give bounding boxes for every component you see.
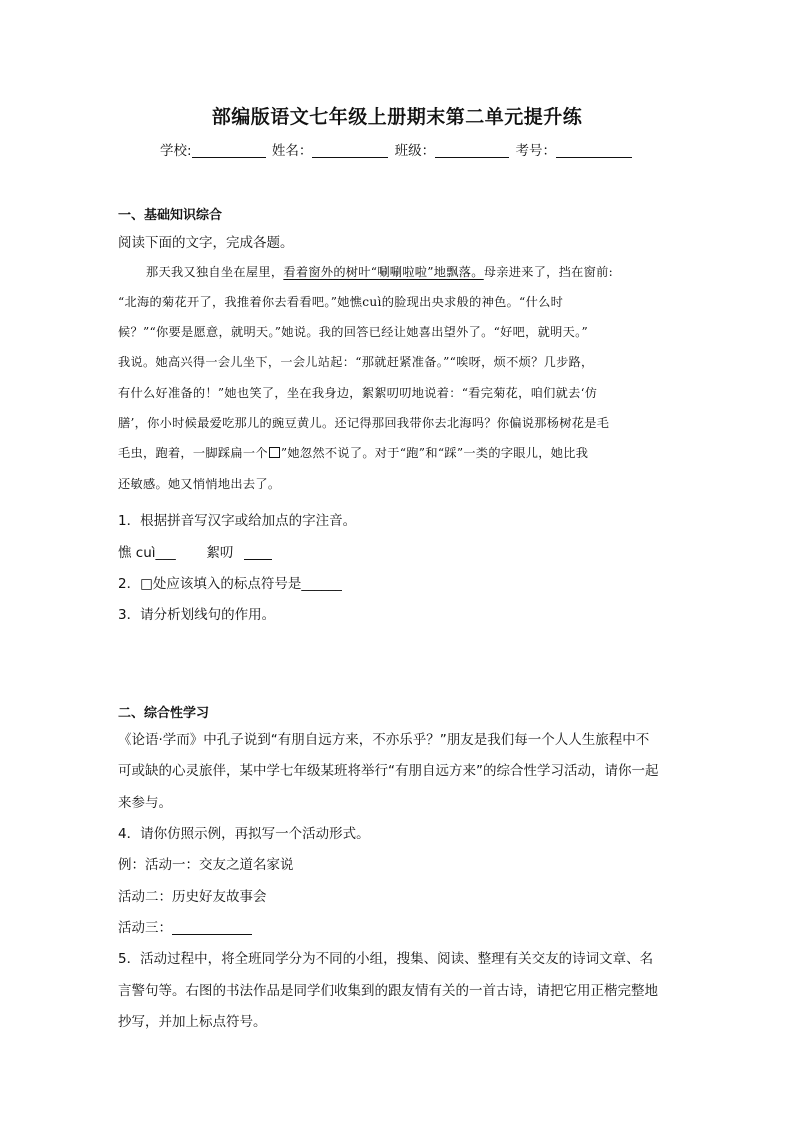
question-5-line-1: 5．活动过程中，将全班同学分为不同的小组，搜集、阅读、整理有关交友的诗词文章、名 [118,951,654,967]
name-blank[interactable] [312,143,388,158]
question-1-item-b: 絮叨 [206,545,234,561]
school-label: 学校: [160,143,192,159]
punctuation-blank-box [269,447,280,458]
question-1-item-a: 憔 cuì___ [118,545,176,561]
passage-line-7-start: 毛虫，跑着，一脚踩扁一个 [118,446,268,460]
question-5-line-2: 言警句等。右图的书法作品是同学们收集到的跟友情有关的一首古诗，请把它用正楷完整地 [118,983,658,999]
question-3: 3．请分析划线句的作用。 [118,607,276,623]
section2-intro-line-2: 可或缺的心灵旅伴，某中学七年级某班将举行“有朋自远方来”的综合性学习活动，请你一起 [118,763,659,779]
underlined-sentence: 看着窗外的树叶“唰唰啦啦”地飘落。 [283,265,484,279]
activity-three-blank[interactable] [172,920,252,935]
class-label: 班级： [394,143,436,159]
section2-intro-line-3: 来参与。 [118,795,172,811]
passage-line-3: 候？”“你要是愿意，就明天。”她说。我的回答已经让她喜出望外了。“好吧，就明天。” [118,325,589,339]
passage-line-1-end: 母亲进来了，挡在窗前: [483,265,614,279]
activity-three-label: 活动三： [118,920,172,936]
passage-line-7 [118,444,588,461]
class-blank[interactable] [435,143,509,158]
activity-three [118,916,252,936]
student-info-line [0,139,794,159]
exam-number-blank[interactable] [556,143,632,158]
question-1-items [118,541,272,561]
passage-line-5: 有什么好准备的！”她也笑了，坐在我身边，絮絮叨叨地说着：“看完菊花，咱们就去‘仿 [118,386,598,400]
section2-heading: 二、综合性学习 [118,706,210,721]
passage-line-7-end: ”她忽然不说了。对于“跑”和“踩”一类的字眼儿，她比我 [280,446,589,460]
question-1-answer-blank[interactable] [244,545,272,560]
passage-line-2: “北海的菊花开了，我推着你去看看吧。”她憔cuì的脸现出央求般的神色。“什么时 [118,295,564,309]
passage-line-4: 我说。她高兴得一会儿坐下，一会儿站起：“那就赶紧准备。”“唉呀，烦不烦？几步路， [118,355,594,369]
school-blank[interactable] [192,143,266,158]
page-title: 部编版语文七年级上册期末第二单元提升练 [211,106,583,128]
passage-line-1 [146,263,613,280]
activity-two: 活动二：历史好友故事会 [118,889,267,905]
question-5-line-3: 抄写，并加上标点符号。 [118,1014,267,1030]
passage-line-1-start: 那天我又独自坐在屋里， [146,265,284,279]
section1-heading: 一、基础知识综合 [118,208,223,223]
question-4: 4．请你仿照示例，再拟写一个活动形式。 [118,826,370,842]
question-1: 1．根据拼音写汉字或给加点的字注音。 [118,513,357,529]
question-2: 2．□处应该填入的标点符号是______ [118,576,342,592]
passage-line-8: 还敏感。她又悄悄地出去了。 [118,477,281,491]
name-label: 姓名： [271,143,313,159]
section2-intro-line-1: 《论语·学而》中孔子说到“有朋自远方来，不亦乐乎？”朋友是我们每一个人人生旅程中不 [118,732,650,748]
section1-intro: 阅读下面的文字，完成各题。 [118,235,294,251]
example-activity: 例：活动一：交友之道名家说 [118,857,294,873]
exam-number-label: 考号： [515,143,556,159]
passage-line-6: 膳’，你小时候最爱吃那儿的豌豆黄儿。还记得那回我带你去北海吗？你偏说那杨树花是毛 [118,416,610,430]
